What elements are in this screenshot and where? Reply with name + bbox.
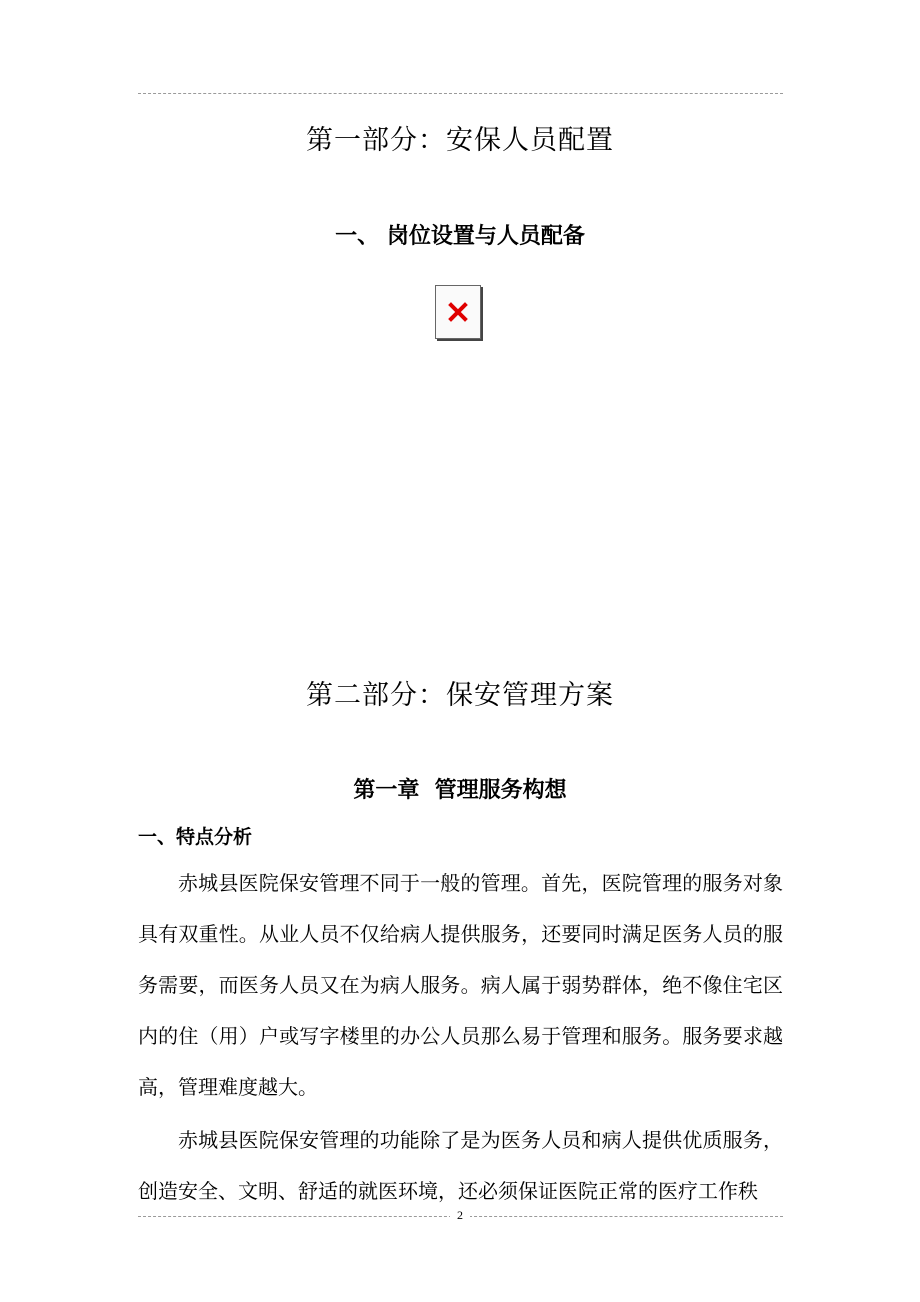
part1-section-heading: 一、 岗位设置与人员配备: [335, 224, 585, 249]
header-rule: [138, 93, 783, 94]
section-subhead: 一、特点分析: [138, 826, 253, 848]
broken-image-icon: [435, 285, 481, 339]
paragraph-2: 赤城县医院保安管理的功能除了是为医务人员和病人提供优质服务，创造安全、文明、舒适的就医环境，还必须保证医院正常的医疗工作秩: [138, 1128, 783, 1203]
body-text: [138, 858, 783, 1217]
part1-title: 第一部分：安保人员配置: [306, 125, 614, 156]
page-number: 2: [450, 1208, 470, 1223]
chapter-title: 第一章 管理服务构想: [353, 778, 567, 803]
paragraph-1: 赤城县医院保安管理不同于一般的管理。首先，医院管理的服务对象具有双重性。从业人员不仅给病人提供服务，还要同时满足医务人员的服务需要，而医务人员又在为病人服务。病人属于弱势群体，绝不像住宅区内的住（用）户或写字楼里的办公人员那么易于管理和服务。服务要求越高，管理难度越大。: [138, 871, 783, 1099]
part2-title: 第二部分：保安管理方案: [306, 680, 614, 711]
